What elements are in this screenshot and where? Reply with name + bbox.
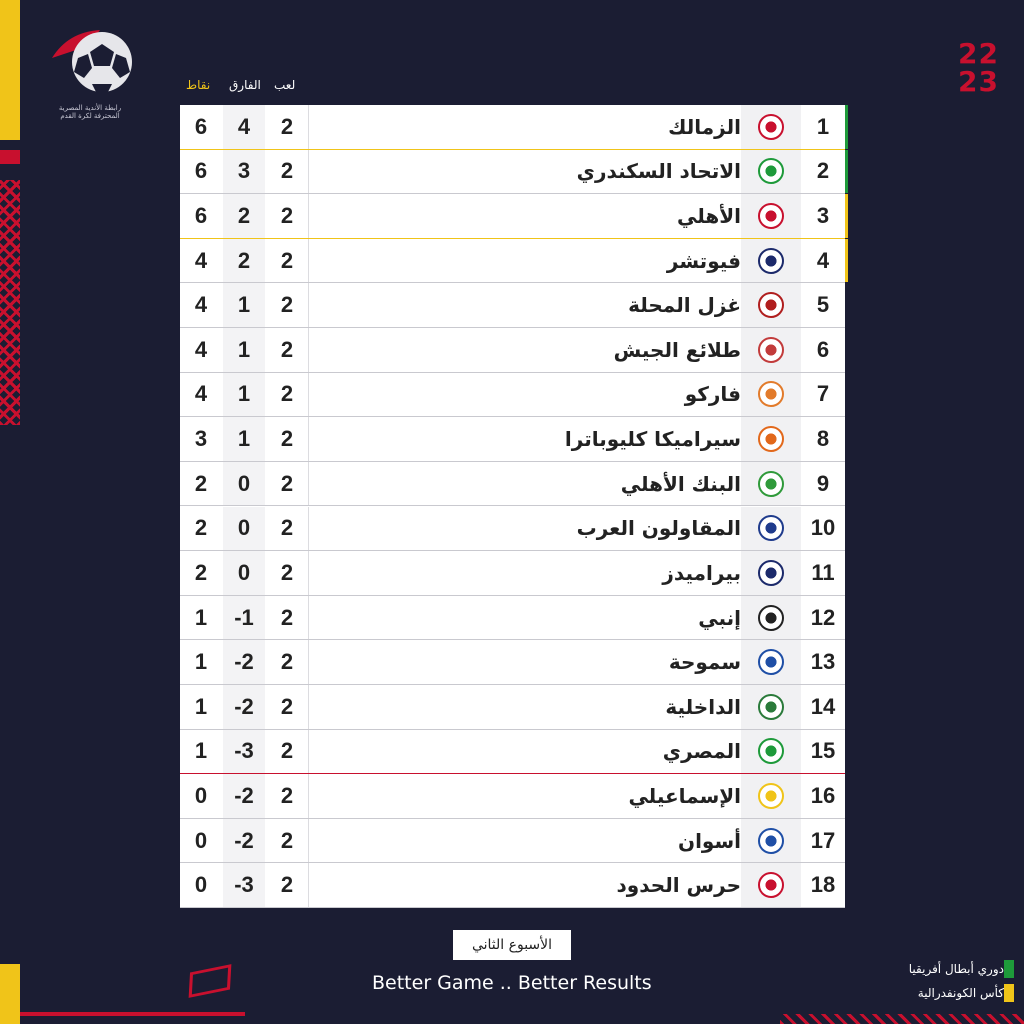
team-badge-icon: [758, 515, 784, 541]
zone-indicator: [845, 194, 848, 238]
team-name: سموحة: [668, 650, 741, 675]
badge-cell: [741, 640, 801, 684]
table-row: [180, 328, 845, 373]
points-cell: 1: [194, 604, 208, 630]
column-divider: [308, 462, 309, 506]
team-badge-icon: [758, 292, 784, 318]
bottom-flag-icon: [189, 964, 232, 998]
header-points: نقاط: [186, 78, 211, 92]
team-name: بيراميدز: [662, 560, 741, 585]
team-name: المقاولون العرب: [576, 516, 741, 541]
diff-cell: -2: [223, 640, 265, 684]
diff-cell: 1: [223, 417, 265, 461]
team-badge-icon: [758, 694, 784, 720]
position-cell: 8: [816, 426, 830, 452]
played-cell: 2: [280, 292, 294, 318]
team-name: حرس الحدود: [616, 873, 741, 898]
legend-champions: دوري أبطال أفريقيا: [908, 962, 1004, 976]
points-cell: 4: [194, 381, 208, 407]
position-cell: 12: [810, 604, 836, 630]
standings-table: [180, 105, 845, 908]
team-name: سيراميكا كليوباترا: [564, 427, 741, 452]
badge-cell: [741, 462, 801, 506]
table-row: [180, 863, 845, 908]
diff-cell: -2: [223, 819, 265, 863]
badge-cell: [741, 685, 801, 729]
badge-cell: [741, 105, 801, 149]
column-divider: [308, 283, 309, 327]
column-divider: [308, 774, 309, 818]
position-cell: 14: [810, 693, 836, 719]
badge-cell: [741, 373, 801, 417]
points-cell: 6: [194, 158, 208, 184]
season-label: [958, 37, 999, 98]
diff-cell: 2: [223, 194, 265, 238]
team-name: المصري: [662, 739, 741, 764]
column-divider: [308, 417, 309, 461]
team-name: الإسماعيلي: [628, 783, 741, 808]
position-cell: 1: [816, 113, 830, 139]
badge-cell: [741, 328, 801, 372]
points-cell: 6: [194, 203, 208, 229]
team-name: الاتحاد السكندري: [576, 159, 741, 184]
team-name: البنك الأهلي: [620, 471, 741, 496]
team-name: الداخلية: [665, 694, 741, 719]
points-cell: 0: [194, 872, 208, 898]
position-cell: 18: [810, 872, 836, 898]
column-divider: [308, 105, 309, 149]
played-cell: 2: [280, 470, 294, 496]
diff-cell: -3: [223, 863, 265, 907]
badge-cell: [741, 507, 801, 551]
diff-cell: 2: [223, 239, 265, 283]
diff-cell: 3: [223, 150, 265, 194]
table-row: [180, 507, 845, 552]
team-badge-icon: [758, 649, 784, 675]
table-row: [180, 150, 845, 195]
team-name: الزمالك: [668, 114, 741, 139]
badge-cell: [741, 417, 801, 461]
week-label: الأسبوع الثاني: [453, 930, 571, 960]
left-red-mark: [0, 150, 20, 164]
season-bottom: 23: [958, 65, 999, 98]
badge-cell: [741, 551, 801, 595]
table-row: [180, 819, 845, 864]
header-diff: الفارق: [229, 78, 261, 92]
diff-cell: 0: [223, 551, 265, 595]
points-cell: 3: [194, 426, 208, 452]
column-divider: [308, 150, 309, 194]
points-cell: 4: [194, 292, 208, 318]
played-cell: 2: [280, 336, 294, 362]
left-yellow-stripe: [0, 0, 20, 140]
played-cell: 2: [280, 426, 294, 452]
points-cell: 1: [194, 693, 208, 719]
played-cell: 2: [280, 782, 294, 808]
played-cell: 2: [280, 827, 294, 853]
badge-cell: [741, 194, 801, 238]
team-badge-icon: [758, 203, 784, 229]
column-divider: [308, 640, 309, 684]
played-cell: 2: [280, 203, 294, 229]
table-row: [180, 640, 845, 685]
table-row: [180, 730, 845, 775]
position-cell: 6: [816, 336, 830, 362]
points-cell: 2: [194, 470, 208, 496]
position-cell: 2: [816, 158, 830, 184]
position-cell: 4: [816, 247, 830, 273]
column-divider: [308, 730, 309, 774]
table-row: [180, 551, 845, 596]
team-badge-icon: [758, 738, 784, 764]
position-cell: 11: [811, 559, 835, 585]
points-cell: 0: [194, 827, 208, 853]
played-cell: 2: [280, 515, 294, 541]
points-cell: 4: [194, 336, 208, 362]
table-row: [180, 596, 845, 641]
team-badge-icon: [758, 337, 784, 363]
diff-cell: 0: [223, 462, 265, 506]
played-cell: 2: [280, 872, 294, 898]
diff-cell: -2: [223, 685, 265, 729]
legend-champions-chip: [1004, 960, 1014, 978]
team-name: غزل المحلة: [628, 293, 741, 318]
table-row: [180, 373, 845, 418]
diff-cell: 4: [223, 105, 265, 149]
column-divider: [308, 194, 309, 238]
zone-indicator: [845, 150, 848, 194]
column-divider: [308, 685, 309, 729]
played-cell: 2: [280, 738, 294, 764]
column-divider: [308, 373, 309, 417]
diff-cell: 1: [223, 328, 265, 372]
position-cell: 7: [816, 381, 830, 407]
diff-cell: -2: [223, 774, 265, 818]
team-badge-icon: [758, 605, 784, 631]
diff-cell: 0: [223, 507, 265, 551]
points-cell: 2: [194, 559, 208, 585]
season-top: 22: [958, 37, 999, 70]
column-divider: [308, 551, 309, 595]
table-row: [180, 283, 845, 328]
zone-indicator: [845, 105, 848, 149]
team-badge-icon: [758, 426, 784, 452]
position-cell: 5: [816, 292, 830, 318]
team-name: فاركو: [684, 382, 741, 407]
team-badge-icon: [758, 828, 784, 854]
column-divider: [308, 239, 309, 283]
table-row: [180, 417, 845, 462]
badge-cell: [741, 150, 801, 194]
diff-cell: -3: [223, 730, 265, 774]
legend-confed-chip: [1004, 984, 1014, 1002]
team-badge-icon: [758, 783, 784, 809]
played-cell: 2: [280, 381, 294, 407]
team-name: إنبي: [698, 605, 741, 630]
team-name: أسوان: [678, 828, 741, 853]
position-cell: 17: [810, 827, 836, 853]
points-cell: 4: [194, 247, 208, 273]
bottom-red-line: [20, 1012, 245, 1016]
table-row: [180, 239, 845, 284]
played-cell: 2: [280, 604, 294, 630]
team-badge-icon: [758, 248, 784, 274]
played-cell: 2: [280, 247, 294, 273]
header-played: لعب: [274, 78, 296, 92]
left-pattern: [0, 180, 20, 425]
column-divider: [308, 328, 309, 372]
team-badge-icon: [758, 158, 784, 184]
points-cell: 0: [194, 782, 208, 808]
points-cell: 6: [194, 113, 208, 139]
table-row: [180, 774, 845, 819]
position-cell: 13: [810, 649, 836, 675]
slogan: Better Game .. Better Results: [372, 972, 652, 994]
team-name: طلائع الجيش: [613, 337, 741, 362]
logo-caption: رابطة الأندية المصرية المحترفة لكرة القدم: [58, 104, 122, 120]
table-row: [180, 105, 845, 150]
team-name: فيوتشر: [666, 248, 741, 273]
position-cell: 9: [816, 470, 830, 496]
badge-cell: [741, 283, 801, 327]
team-badge-icon: [758, 114, 784, 140]
zone-indicator: [845, 239, 848, 283]
position-cell: 16: [810, 782, 836, 808]
team-badge-icon: [758, 872, 784, 898]
badge-cell: [741, 863, 801, 907]
column-divider: [308, 507, 309, 551]
badge-cell: [741, 730, 801, 774]
bottom-right-pattern: [780, 1014, 1024, 1024]
badge-cell: [741, 239, 801, 283]
table-row: [180, 685, 845, 730]
points-cell: 1: [194, 738, 208, 764]
played-cell: 2: [280, 649, 294, 675]
column-divider: [308, 596, 309, 640]
table-row: [180, 462, 845, 507]
points-cell: 2: [194, 515, 208, 541]
column-divider: [308, 863, 309, 907]
position-cell: 10: [810, 515, 836, 541]
points-cell: 1: [194, 649, 208, 675]
diff-cell: -1: [223, 596, 265, 640]
team-name: الأهلي: [676, 204, 741, 229]
position-cell: 3: [816, 203, 830, 229]
team-badge-icon: [758, 381, 784, 407]
column-divider: [308, 819, 309, 863]
played-cell: 2: [280, 113, 294, 139]
badge-cell: [741, 596, 801, 640]
team-badge-icon: [758, 471, 784, 497]
diff-cell: 1: [223, 283, 265, 327]
diff-cell: 1: [223, 373, 265, 417]
position-cell: 15: [810, 738, 836, 764]
badge-cell: [741, 819, 801, 863]
played-cell: 2: [280, 559, 294, 585]
team-badge-icon: [758, 560, 784, 586]
left-yellow-bottom: [0, 964, 20, 1024]
table-row: [180, 194, 845, 239]
legend-confed: كأس الكونفدرالية: [917, 986, 1004, 1000]
badge-cell: [741, 774, 801, 818]
played-cell: 2: [280, 693, 294, 719]
played-cell: 2: [280, 158, 294, 184]
